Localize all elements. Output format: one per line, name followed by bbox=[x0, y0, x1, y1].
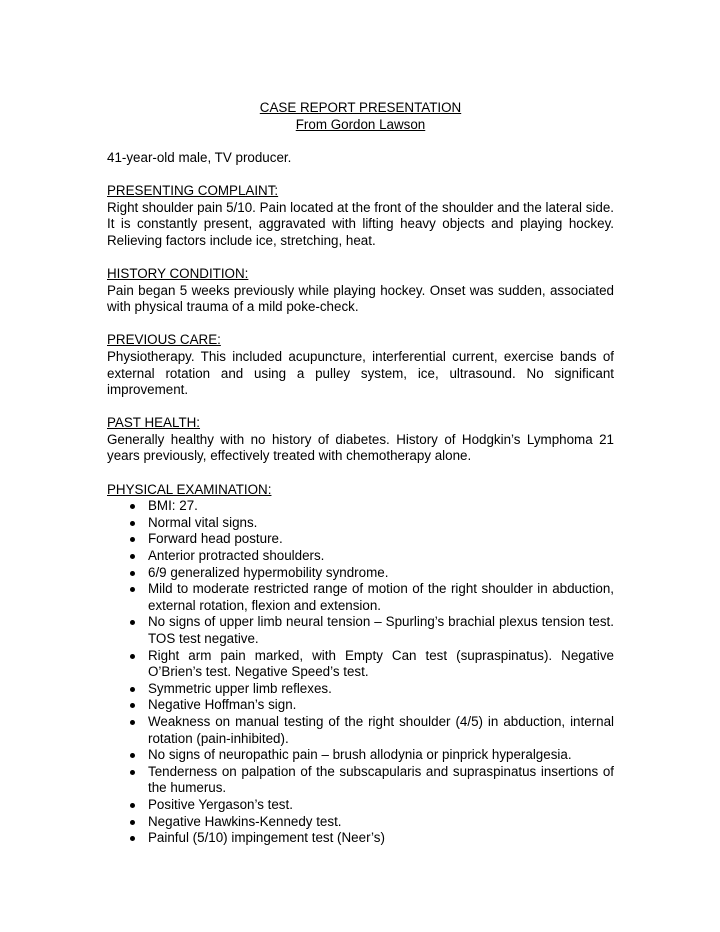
past-health-heading: PAST HEALTH: bbox=[107, 415, 201, 431]
history-condition-heading: HISTORY CONDITION: bbox=[107, 265, 249, 281]
bullet-icon bbox=[130, 537, 135, 542]
bullet-icon bbox=[130, 836, 135, 841]
list-item bbox=[107, 764, 614, 797]
list-item bbox=[107, 681, 614, 698]
patient-intro: 41-year-old male, TV producer. bbox=[107, 149, 292, 165]
list-item-text: Painful (5/10) impingement test (Neer’s) bbox=[148, 830, 385, 846]
list-item bbox=[107, 515, 614, 532]
list-item bbox=[107, 565, 614, 582]
list-item-text: No signs of upper limb neural tension – Spurling’s brachial plexus tension test. TOS test negative. bbox=[148, 614, 614, 646]
bullet-icon bbox=[130, 753, 135, 758]
history-condition-body: Pain began 5 weeks previously while playing hockey. Onset was sudden, associated with physical trauma of a mild poke-check. bbox=[107, 282, 614, 315]
document-title: CASE REPORT PRESENTATION bbox=[259, 100, 462, 115]
list-item bbox=[107, 498, 614, 515]
list-item-text: Symmetric upper limb reflexes. bbox=[148, 680, 332, 696]
physical-examination-heading: PHYSICAL EXAMINATION: bbox=[107, 481, 272, 497]
bullet-icon bbox=[130, 571, 135, 576]
list-item bbox=[107, 614, 614, 647]
list-item-text: 6/9 generalized hypermobility syndrome. bbox=[148, 564, 389, 580]
list-item-text: Mild to moderate restricted range of motion of the right shoulder in abduction, external rotation, flexion and extension. bbox=[148, 581, 614, 613]
list-item bbox=[107, 548, 614, 565]
bullet-icon bbox=[130, 770, 135, 775]
list-item-text: Normal vital signs. bbox=[148, 514, 258, 530]
list-item bbox=[107, 797, 614, 814]
list-item-text: Negative Hoffman’s sign. bbox=[148, 697, 297, 713]
previous-care-body: Physiotherapy. This included acupuncture, interferential current, exercise bands of external rotation and using a pulley system, ice, ultrasound. No significant improvement. bbox=[107, 348, 614, 398]
list-item-text: Anterior protracted shoulders. bbox=[148, 548, 325, 564]
list-item-text: Forward head posture. bbox=[148, 531, 283, 547]
bullet-icon bbox=[130, 687, 135, 692]
bullet-icon bbox=[130, 587, 135, 592]
list-item-text: Weakness on manual testing of the right shoulder (4/5) in abduction, internal rotation (pain-inhibited). bbox=[148, 713, 614, 746]
document-subtitle: From Gordon Lawson bbox=[295, 116, 426, 132]
list-item-text: No signs of neuropathic pain – brush allodynia or pinprick hyperalgesia. bbox=[148, 747, 572, 763]
bullet-icon bbox=[130, 820, 135, 825]
list-item bbox=[107, 531, 614, 548]
list-item bbox=[107, 581, 614, 614]
bullet-icon bbox=[130, 521, 135, 526]
list-item bbox=[107, 648, 614, 681]
bullet-icon bbox=[130, 703, 135, 708]
bullet-icon bbox=[130, 620, 135, 625]
bullet-icon bbox=[130, 720, 135, 725]
bullet-icon bbox=[130, 554, 135, 559]
presenting-complaint-body: Right shoulder pain 5/10. Pain located at the front of the shoulder and the lateral side. It is constantly present, aggravated with lifting heavy objects and playing hockey. Relieving factors include ice, stretching, heat. bbox=[107, 199, 614, 248]
bullet-icon bbox=[130, 803, 135, 808]
list-item bbox=[107, 697, 614, 714]
list-item bbox=[107, 747, 614, 764]
presenting-complaint-heading: PRESENTING COMPLAINT: bbox=[107, 182, 279, 198]
document-page bbox=[107, 100, 614, 847]
list-item bbox=[107, 830, 614, 847]
list-item bbox=[107, 814, 614, 831]
list-item-text: Tenderness on palpation of the subscapularis and supraspinatus insertions of the humerus. bbox=[148, 763, 614, 796]
list-item-text: Right arm pain marked, with Empty Can test (supraspinatus). Negative O’Brien’s test. Negative Speed’s test. bbox=[148, 647, 614, 680]
bullet-icon bbox=[130, 654, 135, 659]
past-health-body: Generally healthy with no history of diabetes. History of Hodgkin’s Lymphoma 21 years previously, effectively treated with chemotherapy alone. bbox=[107, 431, 614, 464]
list-item-text: Positive Yergason’s test. bbox=[148, 796, 293, 812]
previous-care-heading: PREVIOUS CARE: bbox=[107, 332, 221, 348]
bullet-icon bbox=[130, 504, 135, 509]
physical-examination-list bbox=[107, 498, 614, 846]
list-item-text: Negative Hawkins-Kennedy test. bbox=[148, 813, 342, 829]
list-item bbox=[107, 714, 614, 747]
list-item-text: BMI: 27. bbox=[148, 498, 198, 514]
